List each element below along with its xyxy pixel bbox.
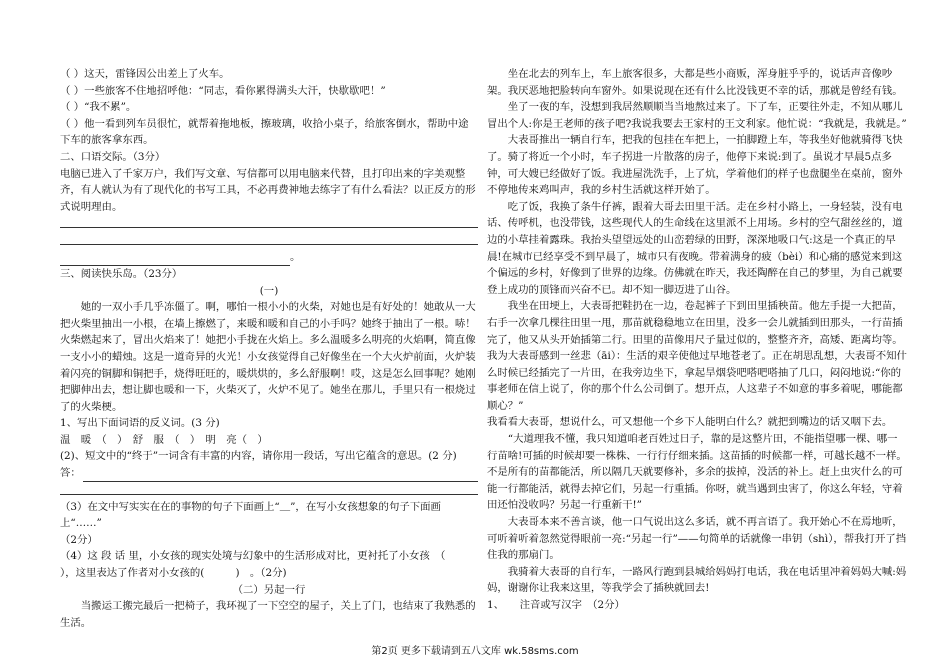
- passage-2-title: （二）另起一行: [232, 583, 306, 596]
- answer-line[interactable]: [60, 215, 478, 228]
- question-2: (2)、短文中的“终于”一词含有丰富的内容，请你用一段话，写出它蕴含的意思。(2 分): [60, 450, 457, 463]
- question-1: 1、写出下面词语的反义词。(3 分): [60, 417, 220, 430]
- answer-line[interactable]: [60, 482, 478, 495]
- question-4: （4）这 段 话 里，小女孩的现实处境与幻象中的生活形成对比，更衬托了小女孩 （: [60, 550, 446, 563]
- passage-2-para: 大表哥本来不善言谈，他一口气说出这么多话，就不再言语了。我开始心不在焉地听，可听着听着忽然觉得眼前一亮:“另起一行”——句简单的话就像一串钥（shì），帮我打开了挡住我的那扇门。: [487, 516, 907, 562]
- passage-2-para: 我骑着大表哥的自行车，一路风行跑到县城给妈妈打电话，我在电话里冲着妈妈大喊:妈妈，谢谢你让我来这里，等我学会了插秧就回去!: [487, 565, 907, 595]
- passage-2-para: 吃了饭，我换了条牛仔裤，跟着大哥去田里干活。走在乡村小路上，一身轻装，没有电话、传呼机，也没带钱，这些现代人的生命线在这里派不上用场。乡村的空气甜丝丝的，道边的小草挂着露珠。我抬头望望远处的山峦碧绿的田野，深深地吸口气:这是一个真正的早晨!在城市已经享受不到早晨了，城市只有夜晚。带着满身的疲（bèi）和心痛的感觉来到这个偏远的乡村，好像到了世界的边缘。仿佛就在昨天，我还陶醉在自己的梦里，为自己就要登上成功的顶锋而兴奋不已。却不知一脚迈进了山谷。: [487, 200, 903, 296]
- passage-2-start: 当搬运工搬完最后一把椅子，我环视了一下空空的屋子，关上了门，也结束了我熟悉的生活。: [60, 600, 476, 629]
- passage-1-title: (一): [259, 284, 279, 297]
- question-4-cont[interactable]: ），这里表达了作者对小女孩的( ) 。（2分): [60, 567, 287, 580]
- question-2-answer[interactable]: 答：: [60, 465, 478, 482]
- question-3: （3）在文中写实实在在的事物的句子下面画上“＿”，在写小女孩想象的句子下面画上“……”: [60, 500, 441, 530]
- order-line-1: （ ）这天，雷锋因公出差上了火车。: [60, 68, 230, 80]
- order-line-4: （ ）他一看到列车员很忙，就帮着拖地板，擦玻璃，收拾小桌子，给旅客倒水，帮助中途下车的旅客拿东西。: [60, 117, 469, 147]
- passage-2-para: “大道理我不懂，我只知道咱老百姓过日子，靠的是这整片田，不能指望哪一棵、哪一行苗啥!可插的时候却要一株株、一行行仔细来插。这苗插的时候都一样，可越长越不一样。不是所有的苗都能活，所以隔几天就要修补，多余的拔掉，没活的补上。赶上虫灾什么的可能一行都能活，就得去掉它们，另起一行重插。你呀，就当遇到虫害了，你这么年轻，守着田还怕没收吗？另起一行重新干!”: [487, 433, 907, 512]
- page-footer: 第2页 更多下载请到五八文库 wk.58sms.com: [371, 646, 579, 657]
- section-2-heading: 二、口语交际。（3分）: [60, 150, 166, 163]
- section-2-question: 电脑已进入了千家万户，我们写文章、写信都可以用电脑来代替，且打印出来的字美观整齐，有人就认为有了现代化的书写工具，不必再费神地去练字了有什么看法？以正反方的形式说明理由。: [60, 167, 476, 213]
- question-1-words[interactable]: 温 暖 （ ） 舒 服 （ ） 明 亮（ ）: [60, 433, 268, 446]
- passage-2-para: 我看看大表哥，想说什么，可又想他一个乡下人能明白什么？就把到嘴边的话又咽下去。: [487, 416, 893, 429]
- answer-line[interactable]: [60, 232, 478, 245]
- passage-1-text: 她的一双小手几乎冻僵了。啊，哪怕一根小小的火柴，对她也是有好处的！她敢从一大把火柴里抽出一小根，在墙上擦燃了，来暖和暖和自己的小手吗？她终于抽出了一根。哧！火柴燃起来了，冒出火焰来了！她把小手拢在火焰上。多么温暖多么明亮的火焰啊，简直像一支小小的蜡烛。这是一道奇异的火光！小女孩觉得自己好像坐在一个大火炉前面，火炉装着闪亮的铜脚和铜把手，烧得旺旺的，暖烘烘的，多么舒服啊！哎，这是怎么回事呢？她刚把脚伸出去，想让脚也暖和一下，火柴灭了，火炉不见了。她坐在那儿，手里只有一根烧过了的火柴梗。: [60, 301, 476, 413]
- passage-2-para: 大表哥推出一辆自行车，把我的包挂在车把上，一拍脚蹬上车，等我坐好他就骑得飞快了。骑了将近一个小时，车子拐进一片散落的房子，他停下来说:到了。虽说才早晨5点多钟，可大嫂已经做好了饭。我进屋洗洗手，上了炕，学着他们的样子也盘腿坐在桌前，窗外不停地传来鸡叫声，我的乡村生活就这样开始了。: [487, 134, 903, 197]
- question-3-score: （2分）: [60, 533, 98, 546]
- order-line-2: （ ）一些旅客不住地招呼他：“同志，看你累得满头大汗，快歇歇吧！”: [60, 84, 386, 97]
- answer-line-last[interactable]: 。: [60, 249, 478, 266]
- passage-2-para: 坐了一夜的车，没想到我居然顺顺当当地熬过来了。下了车，正要往外走，不知从哪儿冒出个人:你是王老师的孩子吧?我说我要去王家村的王文利家。他忙说：“我就是，我就是。”: [487, 101, 907, 130]
- passage-2-para: 我坐在田埂上，大表哥把鞋扔在一边，卷起裤子下到田里插秧苗。他左手提一大把苗，右手一次拿几棵往田里一甩，那苗就稳稳地立在田里，没多一会儿就插到田那头，一行苗插完了，他又从头开始插第二行。田里的苗像用尺子量过似的，整整齐齐，高矮、距离均等。我为大表哥感到一丝悲（āi）：生活的艰辛使他过早地苍老了。正在胡思乱想，大表哥不知什么时候已经插完了一片田，在我旁边坐下，拿起旱烟袋吧嗒吧嗒抽了几口，闷闷地说:“你的事老师在信上说了，你的那个什么公司倒了。想开点，人这辈子不如意的事多着呢，哪能都顺心？”: [487, 300, 907, 412]
- section-3-heading: 三、阅读快乐岛。（23分）: [60, 267, 183, 280]
- passage-2-para: 坐在北去的列车上，车上旅客很多，大都是些小商贩，浑身脏乎乎的，说话声音像吵架。我厌恶地把脸转向车窗外。如果说现在还有什么比没钱更不幸的话，那就是曾经有钱。: [487, 68, 903, 97]
- right-column: [487, 66, 907, 614]
- left-column: [60, 66, 478, 631]
- order-line-3: （ ）“我不累”。: [60, 101, 137, 114]
- question-pinyin: 1、 注音或写汉字 （2分）: [487, 599, 625, 611]
